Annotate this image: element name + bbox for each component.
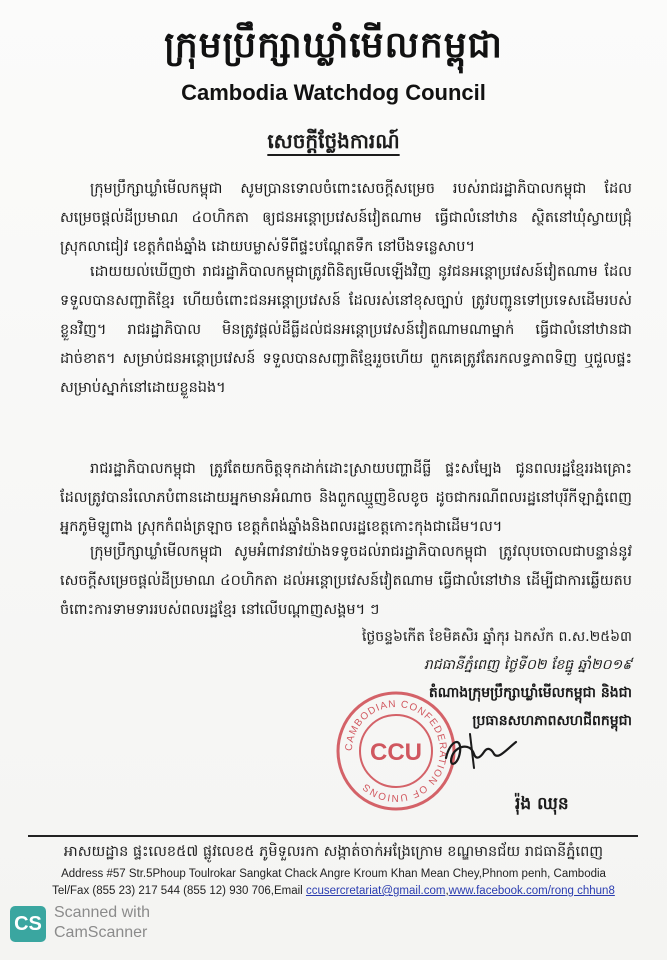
camscanner-watermark-line-1: Scanned with bbox=[54, 904, 151, 921]
paragraph-1: ក្រុមប្រឹក្សាឃ្លាំមើលកម្ពុជា សូមប្រានទោលចំពោះសេចក្តីសម្រេច របស់រាជរដ្ឋាភិបាលកម្ពុជា ដែលសម្រេចផ្តល់ដីប្រមាណ ៤០ហិកតា ឲ្យជនអន្តោប្រវេសន៍វៀតណាម ធ្វើជាលំនៅឋាន ស្ថិតនៅឃុំស្វាយជ្រុំ ស្រុកលាជៀវ ខេត្តកំពង់ឆ្នាំង ដោយបម្លាស់ទីពីផ្ទះបណ្តែតទឹក នៅបឹងទន្លេសាប។ bbox=[60, 181, 632, 255]
date-solar: រាជធានីភ្នំពេញ ថ្ងៃទី០២ ខែធ្នូ ឆ្នាំ២០១៩ bbox=[423, 657, 632, 673]
footer-address-khmer: អាសយដ្ឋាន ផ្ទះលេខ៥៧ ផ្លូវលេខ៥ ភូមិទួលរកា សង្កាត់ចាក់អង្រែក្រោម ខណ្ឌមានជ័យ រាជធានីភ្នំពេញ bbox=[63, 844, 604, 860]
camscanner-watermark-line-2: CamScanner bbox=[54, 924, 148, 941]
date-lunar: ថ្ងៃចន្ទ៦កើត ខែមិគសិរ ឆ្នាំកុរ ឯកស័ក ព.ស.២៥៦៣ bbox=[361, 629, 632, 645]
official-seal-stamp bbox=[335, 690, 457, 812]
camscanner-logo-icon: CS bbox=[10, 906, 46, 942]
signer-name: រ៉ុង ឈុន bbox=[515, 794, 569, 814]
footer-contact-line bbox=[0, 885, 667, 897]
org-name-khmer: ក្រុមប្រឹក្សាឃ្លាំមើលកម្ពុជា bbox=[164, 24, 503, 66]
seal-emblem-text: CCU bbox=[370, 739, 422, 766]
footer-divider bbox=[28, 835, 638, 837]
signer-title-line-1: តំណាងក្រុមប្រឹក្សាឃ្លាំមើលកម្ពុជា និងជា bbox=[428, 685, 632, 701]
footer-address-english: Address #57 Str.5Phoup Toulrokar Sangkat Chack Angre Kroum Khan Mean Chey,Phnom penh, Cambodia bbox=[61, 868, 606, 880]
paragraph-2: ដោយយល់ឃើញថា រាជរដ្ឋាភិបាលកម្ពុជាត្រូវពិនិត្យមើលឡើងវិញ នូវជនអន្តោប្រវេសន៍វៀតណាម ដែលទទួលបានសញ្ជាតិខ្មែរ ហើយចំពោះជនអន្តោប្រវេសន៍ ដែលរស់នៅខុសច្បាប់ ត្រូវបញ្ជូនទៅប្រទេសដើមរបស់ខ្លួនវិញ។ រាជរដ្ឋាភិបាល មិនត្រូវផ្តល់ដីធ្លីដល់ជនអន្តោប្រវេសន៍វៀតណាមណាម្នាក់ ធ្វើជាលំនៅឋានជាដាច់ខាត។ សម្រាប់ជនអន្តោប្រវេសន៍ ទទួលបានសញ្ជាតិខ្មែររួចហើយ ពួកគេត្រូវតែរកលទ្ធភាពទិញ ឬជួលផ្ទះសម្រាប់ស្នាក់នៅដោយខ្លួនឯង។ bbox=[60, 264, 632, 396]
paragraph-3: រាជរដ្ឋាភិបាលកម្ពុជា ត្រូវតែយកចិត្តទុកដាក់ដោះស្រាយបញ្ហាដីធ្លី ផ្ទះសម្បែង ជូនពលរដ្ឋខ្មែររងគ្រោះ ដែលត្រូវបានរំលោភបំពានដោយអ្នកមានអំណាច និងពួកឈ្មួញខិលខូច ដូចជាករណីពលរដ្ឋនៅបុរីកីឡាភ្នំពេញ អ្នកភូមិឡូពាង ស្រុកកំពង់ត្រឡាច ខេត្តកំពង់ឆ្នាំងនិងពលរដ្ឋខេត្តកោះកុងជាដើម។ល។ bbox=[60, 461, 632, 535]
signer-title-line-2: ប្រធានសហភាពសហជីពកម្ពុជា bbox=[472, 713, 632, 729]
footer-email-link[interactable]: ccusercretariat@gmail.com bbox=[305, 885, 446, 897]
org-name-english: Cambodia Watchdog Council bbox=[181, 80, 486, 105]
footer-website-link[interactable]: www.facebook.com/rong chhun8 bbox=[448, 885, 615, 897]
footer-contact-separator: , bbox=[445, 885, 449, 897]
handwritten-signature bbox=[440, 728, 520, 774]
document-title: សេចក្ដីថ្លែងការណ៍ bbox=[267, 129, 400, 153]
paragraph-4: ក្រុមប្រឹក្សាឃ្លាំមើលកម្ពុជា សូមអំពាវនាវយ៉ាងទទូចដល់រាជរដ្ឋាភិបាលកម្ពុជា ត្រូវលុបចោលជាបន្ទាន់នូវសេចក្តីសម្រេចផ្តល់ដីប្រមាណ ៤០ហិកតា ដល់អន្តោប្រវេសន៍វៀតណាម ធ្វើជាលំនៅឋាន ដើម្បីជាការឆ្លើយតបចំពោះការទាមទាររបស់ពលរដ្ឋខ្មែរ នៅលើបណ្តាញសង្គម។ ៗ bbox=[60, 544, 632, 618]
seal-ring-text: CAMBODIAN CONFEDERATION OF UNIONS bbox=[343, 698, 449, 804]
footer-phone-fax: Tel/Fax (855 23) 217 544 (855 12) 930 706,Email bbox=[52, 885, 306, 897]
